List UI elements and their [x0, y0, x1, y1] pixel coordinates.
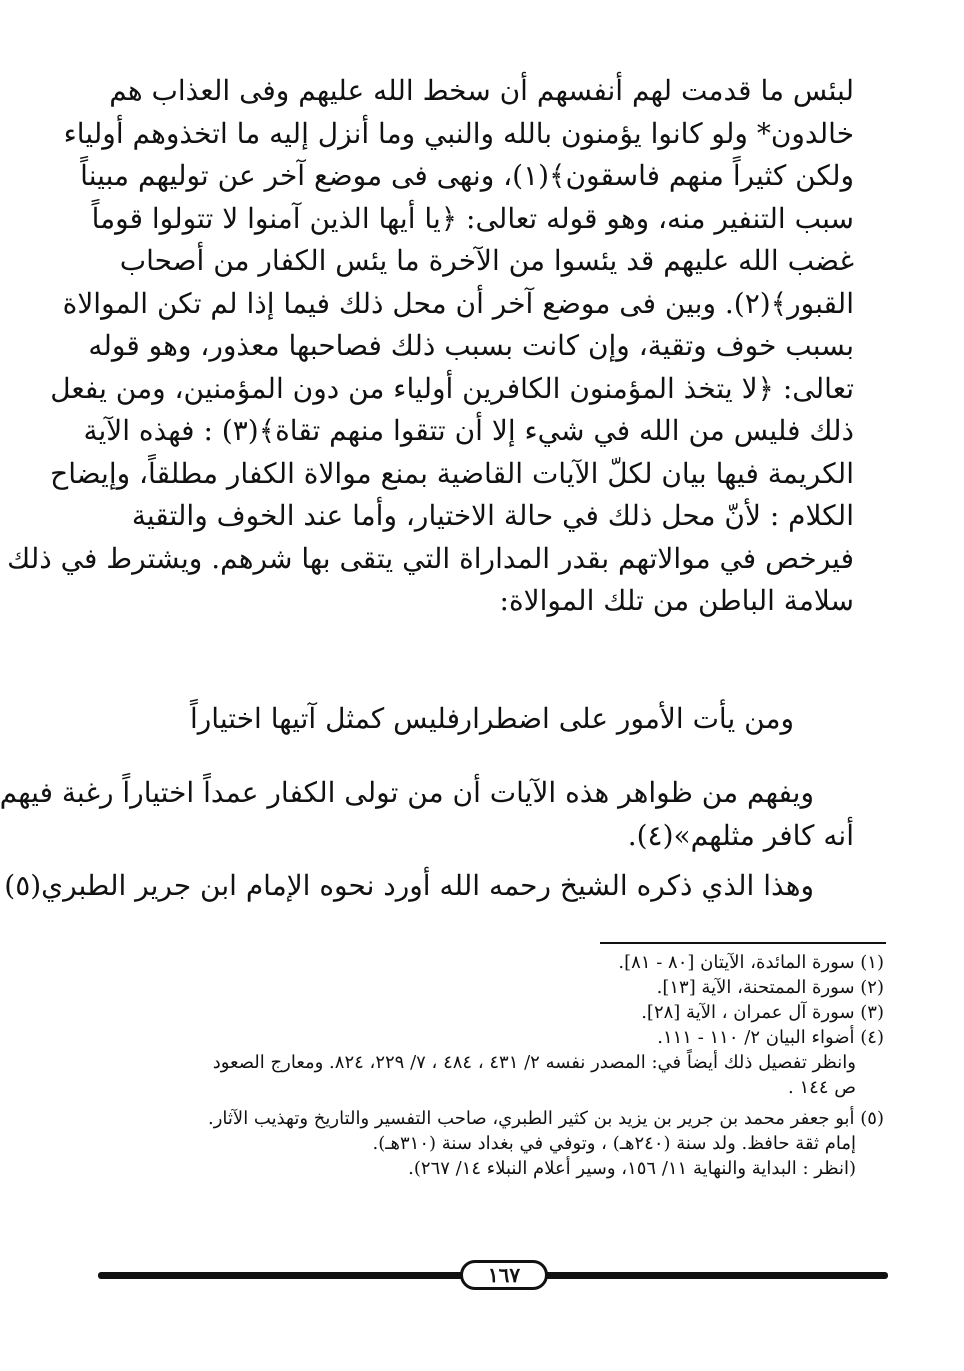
- page-number: ١٦٧: [460, 1260, 548, 1290]
- text-line: سلامة الباطن من تلك الموالاة:: [499, 584, 854, 617]
- text-line: سبب التنفير منه، وهو قوله تعالى: ﴿يا أيها الذين آمنوا لا تتولوا قوماً: [91, 201, 854, 235]
- main-paragraph: [7, 70, 854, 623]
- footnote-1: (١) سورة المائدة، الآيتان [٨٠ - ٨١].: [618, 952, 884, 973]
- text-line: الكلام : لأنّ محل ذلك في حالة الاختيار، وأما عند الخوف والتقية: [131, 499, 854, 532]
- footnote-3: (٣) سورة آل عمران ، الآية [٢٨].: [641, 1002, 884, 1023]
- footnote-4: (٤) أضواء البيان ٢/ ١١٠ - ١١١.: [657, 1027, 884, 1048]
- footnote-5-continuation: إمام ثقة حافظ. ولد سنة (٢٤٠هـ) ، وتوفي في بغداد سنة (٣١٠هـ).: [372, 1133, 856, 1154]
- third-paragraph: [4, 865, 854, 908]
- footnote-5-continuation: (انظر : البداية والنهاية ١١/ ١٥٦، وسير أعلام النبلاء ١٤/ ٢٦٧).: [408, 1158, 856, 1179]
- footnotes: [154, 950, 884, 1181]
- footnote-5: (٥) أبو جعفر محمد بن جرير بن يزيد بن كثير الطبري، صاحب التفسير والتاريخ وتهذيب الآثار.: [208, 1108, 884, 1129]
- text-line: ويفهم من ظواهر هذه الآيات أن من تولى الكفار عمداً اختياراً رغبة فيهم: [0, 776, 814, 809]
- footnote-4-continuation: وانظر تفصيل ذلك أيضاً في: المصدر نفسه ٢/ ٤٣١ ، ٤٨٤ ، ٧/ ٢٢٩، ٨٢٤. ومعارج الصعود: [212, 1052, 856, 1073]
- footnote-separator: [600, 942, 886, 944]
- second-paragraph: [0, 772, 854, 857]
- verse-first-hemistich: ومن يأت الأمور على اضطرار: [458, 702, 794, 735]
- verse-second-hemistich: فليس كمثل آتيها اختياراً: [190, 702, 460, 735]
- text-line: ولكن كثيراً منهم فاسقون﴾(١)، ونهى فى موضع آخر عن توليهم مبيناً: [80, 159, 854, 192]
- text-line: ذلك فليس من الله في شيء إلا أن تتقوا منهم تقاة﴾(٣) : فهذه الآية: [83, 414, 854, 447]
- text-line: فيرخص في موالاتهم بقدر المداراة التي يتقى بها شرهم. ويشترط في ذلك: [7, 541, 854, 575]
- text-line: تعالى: ﴿لا يتخذ المؤمنون الكافرين أولياء من دون المؤمنين، ومن يفعل: [50, 371, 854, 405]
- poetry-verse: [140, 702, 854, 746]
- text-line: الكريمة فيها بيان لكلّ الآيات القاضية بمنع موالاة الكفار مطلقاً، وإيضاح: [50, 456, 854, 490]
- text-line: غضب الله عليهم قد يئسوا من الآخرة ما يئس الكفار من أصحاب: [119, 244, 854, 277]
- text-line: لبئس ما قدمت لهم أنفسهم أن سخط الله عليهم وفى العذاب هم: [109, 74, 854, 107]
- footnote-2: (٢) سورة الممتحنة، الآية [١٣].: [656, 977, 884, 998]
- text-line: أنه كافر مثلهم»(٤).: [627, 818, 854, 852]
- footnote-4-continuation: ص ١٤٤ .: [788, 1077, 856, 1098]
- text-line: خالدون* ولو كانوا يؤمنون بالله والنبي وما أنزل إليه ما اتخذوهم أولياء: [63, 116, 854, 150]
- text-line: وهذا الذي ذكره الشيخ رحمه الله أورد نحوه الإمام ابن جرير الطبري(٥): [4, 869, 814, 902]
- text-line: بسبب خوف وتقية، وإن كانت بسبب ذلك فصاحبها معذور، وهو قوله: [88, 329, 854, 362]
- text-line: القبور﴾(٢). وبين فى موضع آخر أن محل ذلك فيما إذا لم تكن الموالاة: [62, 286, 854, 320]
